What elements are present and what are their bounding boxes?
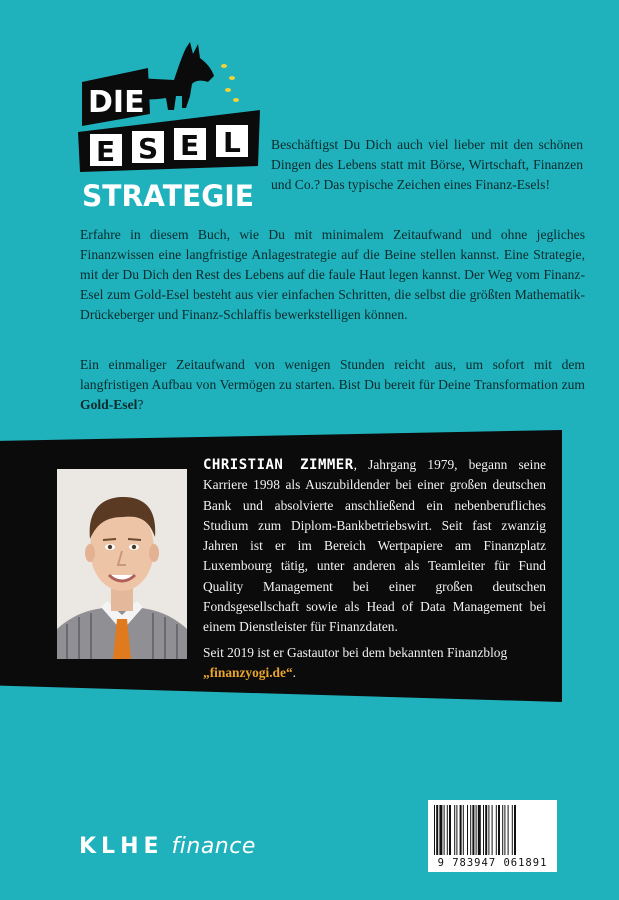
author-bio (203, 455, 546, 638)
author-bio-text: , Jahrgang 1979, begann seine Karriere 1998 als Auszubildender bei einer großen deutschen Bank und absolvierte anschließend ein nebenberufliches Studium zum Diplom-Bankbetriebswirt. Seit fast zwanzig Jahren ist er im Bereich Wertpapiere am Finanzplatz Luxembourg tätig, unter anderen als Teamleiter für Fund Quality Management bei einer großen deutschen Fondsgesellschaft sowie als Head of Data Management bei einem Dienstleister für Finanzdaten. (203, 457, 546, 635)
coins-icon (221, 64, 239, 102)
blog-note-end: . (292, 665, 297, 681)
description-paragraph-2 (80, 355, 585, 415)
blog-link[interactable]: „finanzyogi.de“ (203, 665, 293, 681)
gold-esel-bold: Gold-Esel (80, 397, 138, 412)
blog-note-text: Seit 2019 ist er Gastautor bei dem bekannten Finanzblog (203, 645, 508, 660)
paragraph2-end: ? (137, 397, 144, 412)
isbn-barcode (428, 800, 557, 872)
die-esel-strategie-logo (78, 38, 260, 216)
logo-letter-l: L (223, 126, 241, 159)
logo-letter-e1: E (96, 135, 116, 168)
logo-line3: STRATEGIE (82, 179, 254, 213)
intro-text: Beschäftigst Du Dich auch viel lieber mit den schönen Dingen des Lebens statt mit Börse, Wirtschaft, Finanzen und Co.? Das typische Zeichen eines Finanz-Esels! (271, 137, 583, 192)
publisher-brand: KLHE (79, 834, 164, 859)
logo-line1: DIE (88, 85, 145, 120)
logo-letter-e2: E (180, 129, 200, 162)
author-name: CHRISTIAN ZIMMER (203, 457, 354, 473)
logo-letter-s: S (138, 132, 159, 165)
author-blog-note (203, 643, 546, 684)
barcode-icon (434, 805, 551, 855)
isbn-number: 9 783947 061891 (437, 857, 548, 869)
paragraph2-text: Ein einmaliger Zeitaufwand von wenigen Stunden reicht aus, um sofort mit dem langfristigen Aufbau von Vermögen zu starten. Bist Du bereit für Deine Transformation zum (80, 357, 585, 392)
publisher-sub: finance (171, 834, 256, 859)
description-paragraph-1: Erfahre in diesem Buch, wie Du mit minimalem Zeitaufwand und ohne jegliches Finanzwissen eine langfristige Anlagestrategie auf die Beine stellen kannst. Eine Strategie, mit der Du Dich den Rest des Lebens auf die faule Haut legen kannst. Der Weg vom Finanz-Esel zum Gold-Esel besteht aus vier einfachen Schritten, die selbst die größten Mathematik-Drückeberger und Finanz-Schlaffis bewerkstelligen können. (80, 227, 585, 322)
publisher-logo (79, 834, 256, 864)
author-photo (57, 469, 187, 659)
